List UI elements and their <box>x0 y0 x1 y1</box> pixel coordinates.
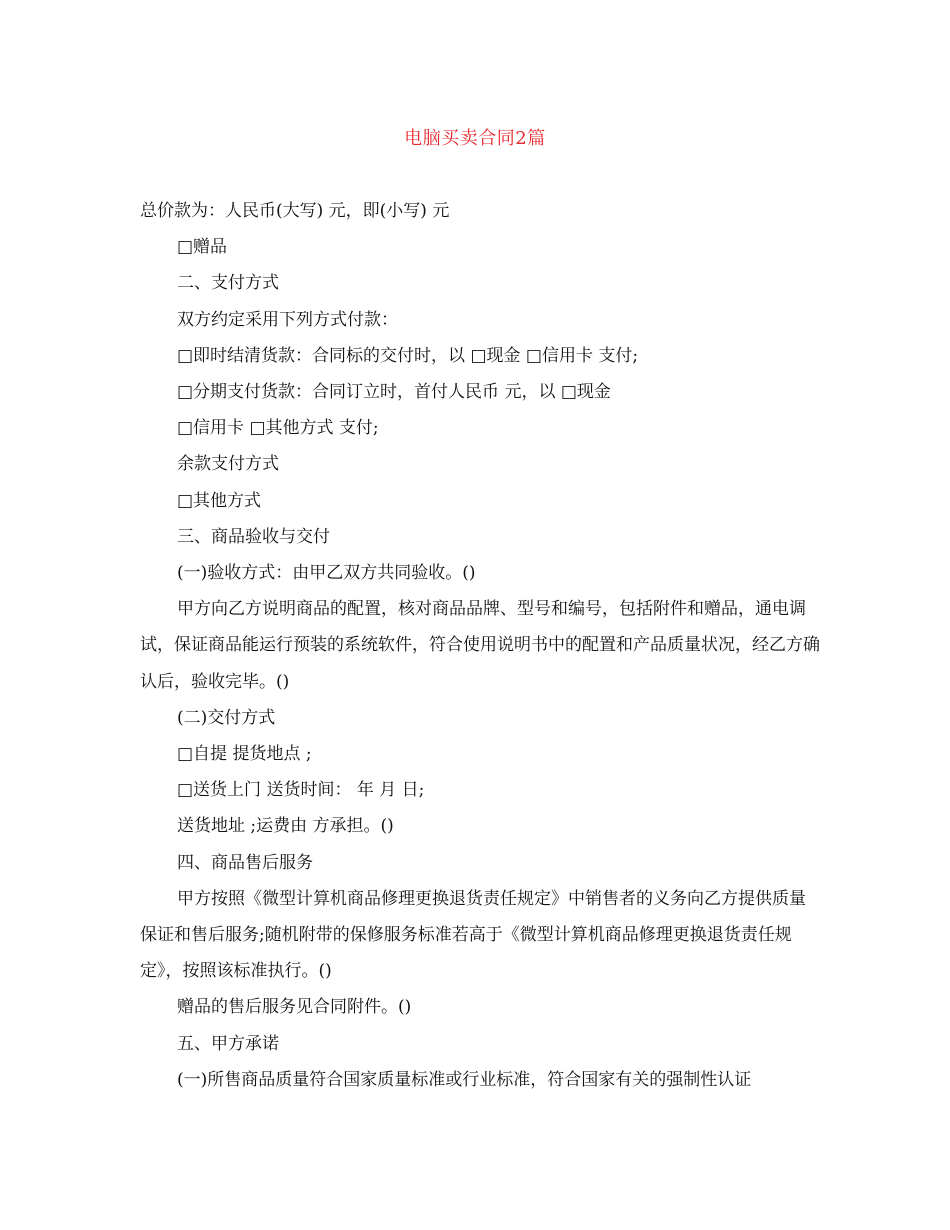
paragraph: 余款支付方式 <box>177 454 279 475</box>
paragraph: (二)交付方式 <box>177 707 276 728</box>
paragraph: 三、商品验收与交付 <box>177 526 330 547</box>
document-body <box>140 193 820 1098</box>
paragraph: 双方约定采用下列方式付款： <box>177 309 398 330</box>
document-title: 电脑买卖合同2篇 <box>404 128 546 149</box>
paragraph: □送货上门 送货时间： 年 月 日; <box>177 780 425 801</box>
paragraph: □分期支付货款：合同订立时，首付人民币 元，以 □现金 <box>177 382 611 403</box>
paragraph: □即时结清货款：合同标的交付时，以 □现金 □信用卡 支付; <box>177 345 639 366</box>
paragraph: 五、甲方承诺 <box>177 1033 279 1054</box>
paragraph: 甲方按照《微型计算机商品修理更换退货责任规定》中销售者的义务向乙方提供质量保证和售后服务;随机附带的保修服务标准若高于《微型计算机商品修理更换退货责任规定》，按照该标准执行。() <box>140 888 806 982</box>
paragraph: (一)所售商品质量符合国家质量标准或行业标准，符合国家有关的强制性认证 <box>177 1069 752 1090</box>
paragraph: □赠品 <box>177 237 228 258</box>
paragraph: 总价款为：人民币(大写) 元，即(小写) 元 <box>140 201 450 221</box>
paragraph: 四、商品售后服务 <box>177 852 313 873</box>
paragraph: □其他方式 <box>177 490 262 511</box>
paragraph: 赠品的售后服务见合同附件。() <box>177 997 412 1018</box>
paragraph: □信用卡 □其他方式 支付; <box>177 418 379 439</box>
paragraph: 二、支付方式 <box>177 273 279 294</box>
paragraph: 送货地址 ;运费由 方承担。() <box>177 816 394 837</box>
paragraph: (一)验收方式：由甲乙双方共同验收。() <box>177 563 476 584</box>
paragraph: □自提 提货地点 ; <box>177 744 312 765</box>
paragraph: 甲方向乙方说明商品的配置，核对商品品牌、型号和编号，包括附件和赠品，通电调试，保证商品能运行预装的系统软件，符合使用说明书中的配置和产品质量状况，经乙方确认后，验收完毕。() <box>140 599 820 692</box>
